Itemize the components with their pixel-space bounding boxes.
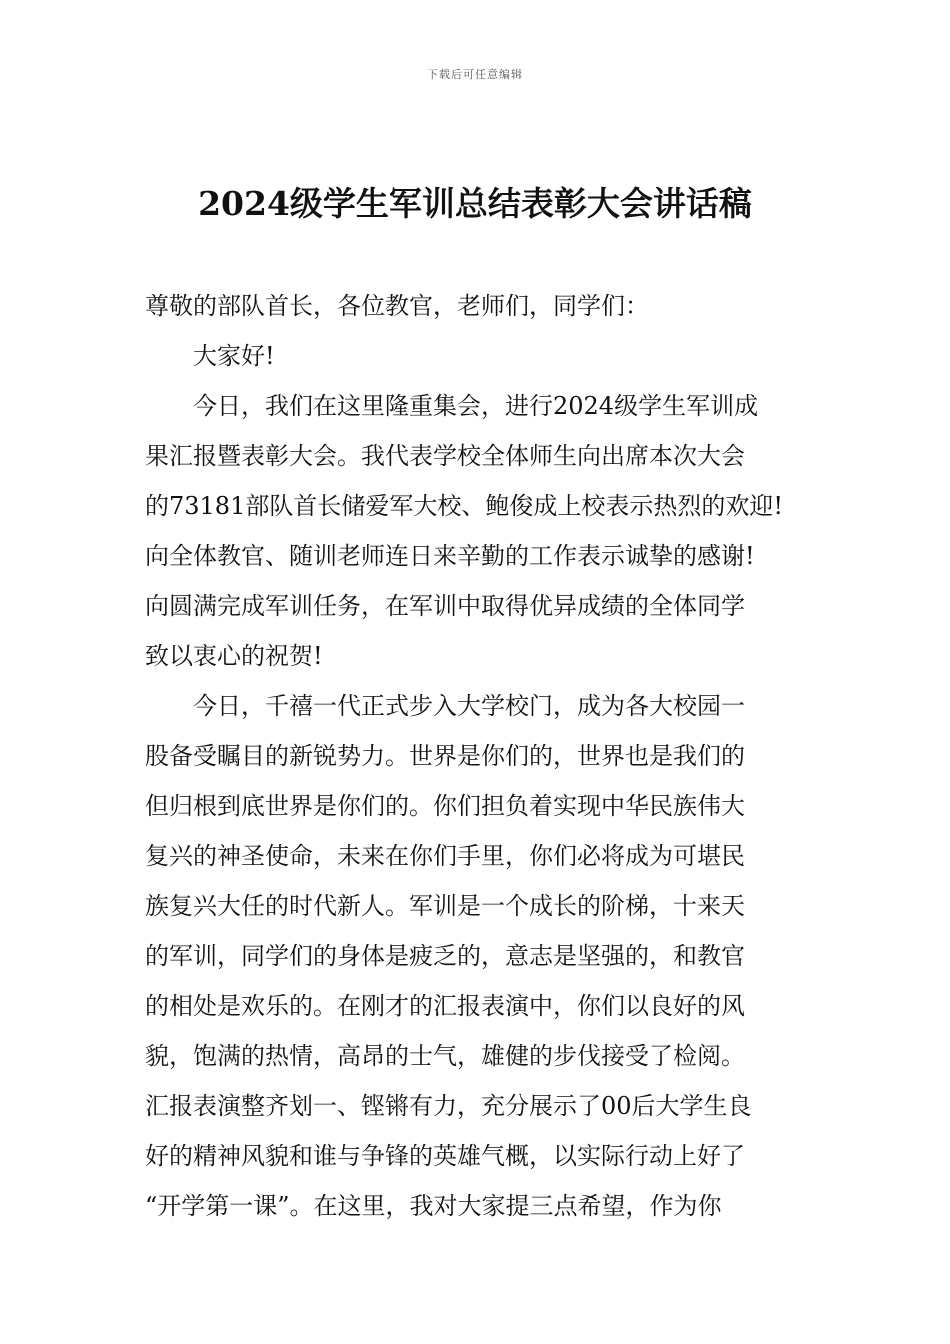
greeting: 大家好!: [193, 342, 275, 370]
paragraph-line: 致以衷心的祝贺!: [145, 642, 323, 670]
paragraph-line: 果汇报暨表彰大会。我代表学校全体师生向出席本次大会: [145, 442, 745, 470]
document-body: [145, 281, 815, 1231]
paragraph-line: 好的精神风貌和谁与争锋的英雄气概，以实际行动上好了: [145, 1142, 745, 1170]
paragraph-line: 今日，千禧一代正式步入大学校门，成为各大校园一: [193, 692, 745, 720]
paragraph-line: 向圆满完成军训任务，在军训中取得优异成绩的全体同学: [145, 592, 745, 620]
paragraph-line: 股备受瞩目的新锐势力。世界是你们的，世界也是我们的: [145, 742, 745, 770]
salutation: 尊敬的部队首长，各位教官，老师们，同学们：: [145, 292, 649, 320]
paragraph-line: 族复兴大任的时代新人。军训是一个成长的阶梯，十来天: [145, 892, 745, 920]
paragraph-line: 的军训，同学们的身体是疲乏的，意志是坚强的，和教官: [145, 942, 745, 970]
paragraph-1: [145, 381, 815, 681]
paragraph-line: 的相处是欢乐的。在刚才的汇报表演中，你们以良好的风: [145, 992, 745, 1020]
document-title: 2024级学生军训总结表彰大会讲话稿: [198, 184, 752, 223]
paragraph-line: 今日，我们在这里隆重集会，进行2024级学生军训成: [193, 392, 759, 420]
paragraph-line: 向全体教官、随训老师连日来辛勤的工作表示诚挚的感谢!: [145, 542, 755, 570]
paragraph-line: 貌，饱满的热情，高昂的士气，雄健的步伐接受了检阅。: [145, 1042, 745, 1070]
paragraph-line: “开学第一课”。在这里，我对大家提三点希望，作为你: [145, 1192, 722, 1220]
paragraph-line: 的73181部队首长储爱军大校、鲍俊成上校表示热烈的欢迎!: [145, 492, 783, 520]
header-note: 下载后可任意编辑: [427, 68, 523, 81]
paragraph-line: 汇报表演整齐划一、铿锵有力，充分展示了00后大学生良: [145, 1092, 752, 1120]
paragraph-line: 但归根到底世界是你们的。你们担负着实现中华民族伟大: [145, 792, 745, 820]
paragraph-2: [145, 681, 815, 1231]
paragraph-line: 复兴的神圣使命，未来在你们手里，你们必将成为可堪民: [145, 842, 745, 870]
